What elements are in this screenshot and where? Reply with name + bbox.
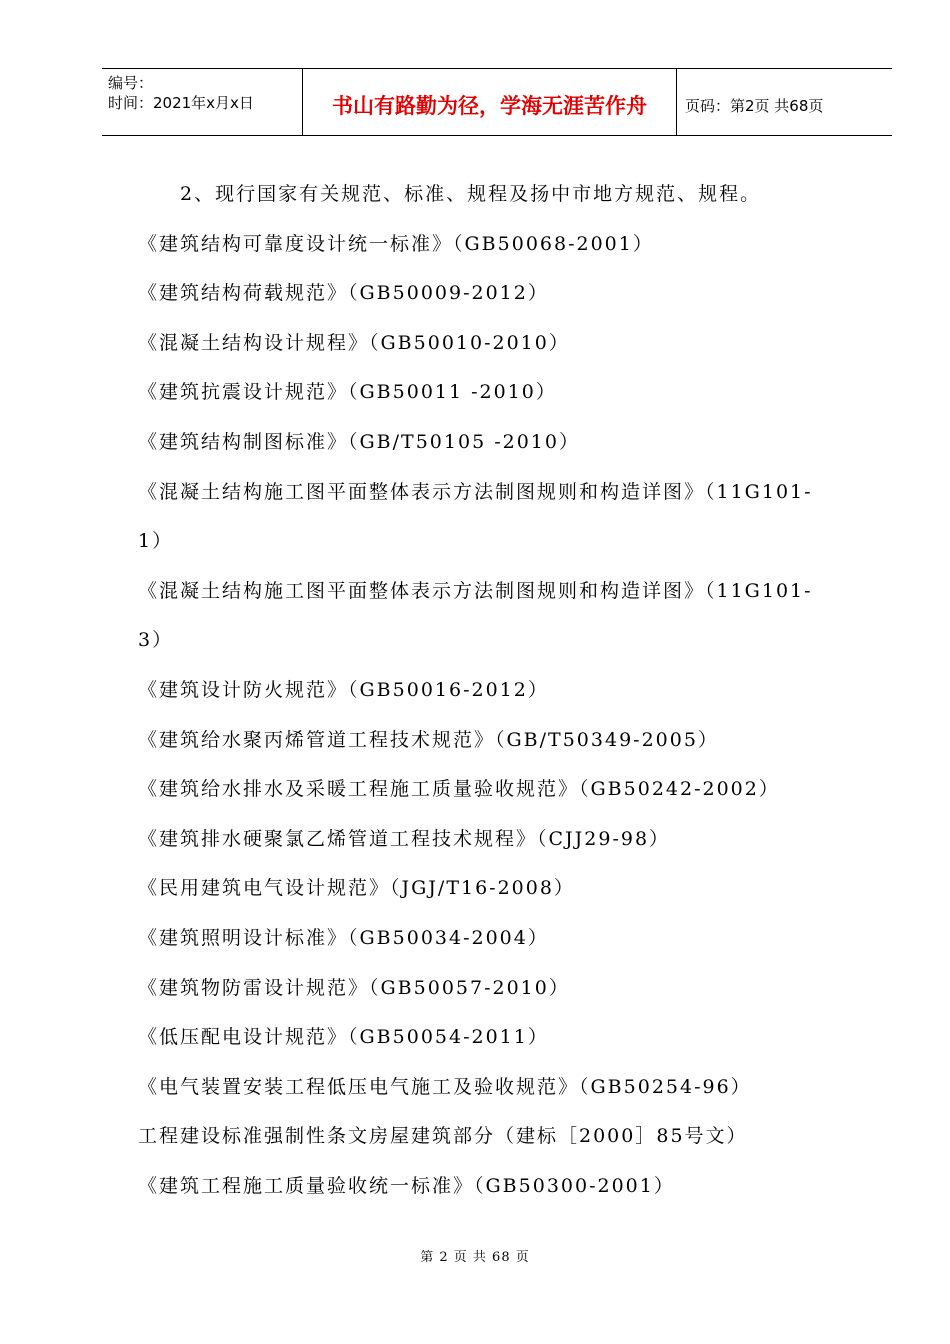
body-line: 《民用建筑电气设计规范》（JGJ/T16-2008）: [138, 877, 575, 900]
body-line: 《电气装置安装工程低压电气施工及验收规范》（GB50254-96）: [138, 1075, 752, 1098]
header-page-label: 页码：第2页 共68页: [685, 96, 824, 115]
body-line: 《建筑结构可靠度设计统一标准》（GB50068-2001）: [138, 232, 654, 255]
body-line: 《建筑结构荷载规范》（GB50009-2012）: [138, 282, 549, 305]
body-line: 《建筑抗震设计规范》（GB50011 -2010）: [138, 381, 557, 404]
body-line: 《建筑结构制图标准》（GB/T50105 -2010）: [138, 430, 580, 453]
header-date-label: 时间：2021年x月x日: [108, 94, 254, 112]
body-line: 《混凝土结构设计规程》（GB50010-2010）: [138, 331, 570, 354]
body-line: 《建筑给水排水及采暖工程施工质量验收规范》（GB50242-2002）: [138, 778, 780, 801]
body-line-intro: 2、现行国家有关规范、标准、规程及扬中市地方规范、规程。: [180, 183, 762, 205]
body-line: 《建筑物防雷设计规范》（GB50057-2010）: [138, 976, 570, 999]
header-meta-cell: [102, 69, 303, 135]
body-line: 3）: [138, 629, 174, 652]
page-footer: 第 2 页 共 68 页: [420, 1250, 530, 1265]
document-body: [138, 178, 878, 1219]
body-line: 《建筑照明设计标准》（GB50034-2004）: [138, 926, 549, 949]
body-line: 《混凝土结构施工图平面整体表示方法制图规则和构造详图》（11G101-: [138, 480, 813, 503]
header-motto: 书山有路勤为径，学海无涯苦作舟: [303, 69, 677, 135]
body-line: 《混凝土结构施工图平面整体表示方法制图规则和构造详图》（11G101-: [138, 579, 813, 602]
body-line: 《建筑排水硬聚氯乙烯管道工程技术规程》（CJJ29-98）: [138, 827, 671, 850]
body-line: 《建筑设计防火规范》（GB50016-2012）: [138, 678, 549, 701]
body-line: 1）: [138, 530, 174, 553]
body-line: 工程建设标准强制性条文房屋建筑部分（建标［2000］85号文）: [138, 1125, 748, 1148]
header-number-label: 编号：: [108, 74, 154, 92]
page-header: [102, 68, 892, 136]
body-line: 《建筑给水聚丙烯管道工程技术规范》（GB/T50349-2005）: [138, 728, 719, 751]
body-line: 《建筑工程施工质量验收统一标准》（GB50300-2001）: [138, 1174, 675, 1197]
body-line: 《低压配电设计规范》（GB50054-2011）: [138, 1026, 549, 1049]
